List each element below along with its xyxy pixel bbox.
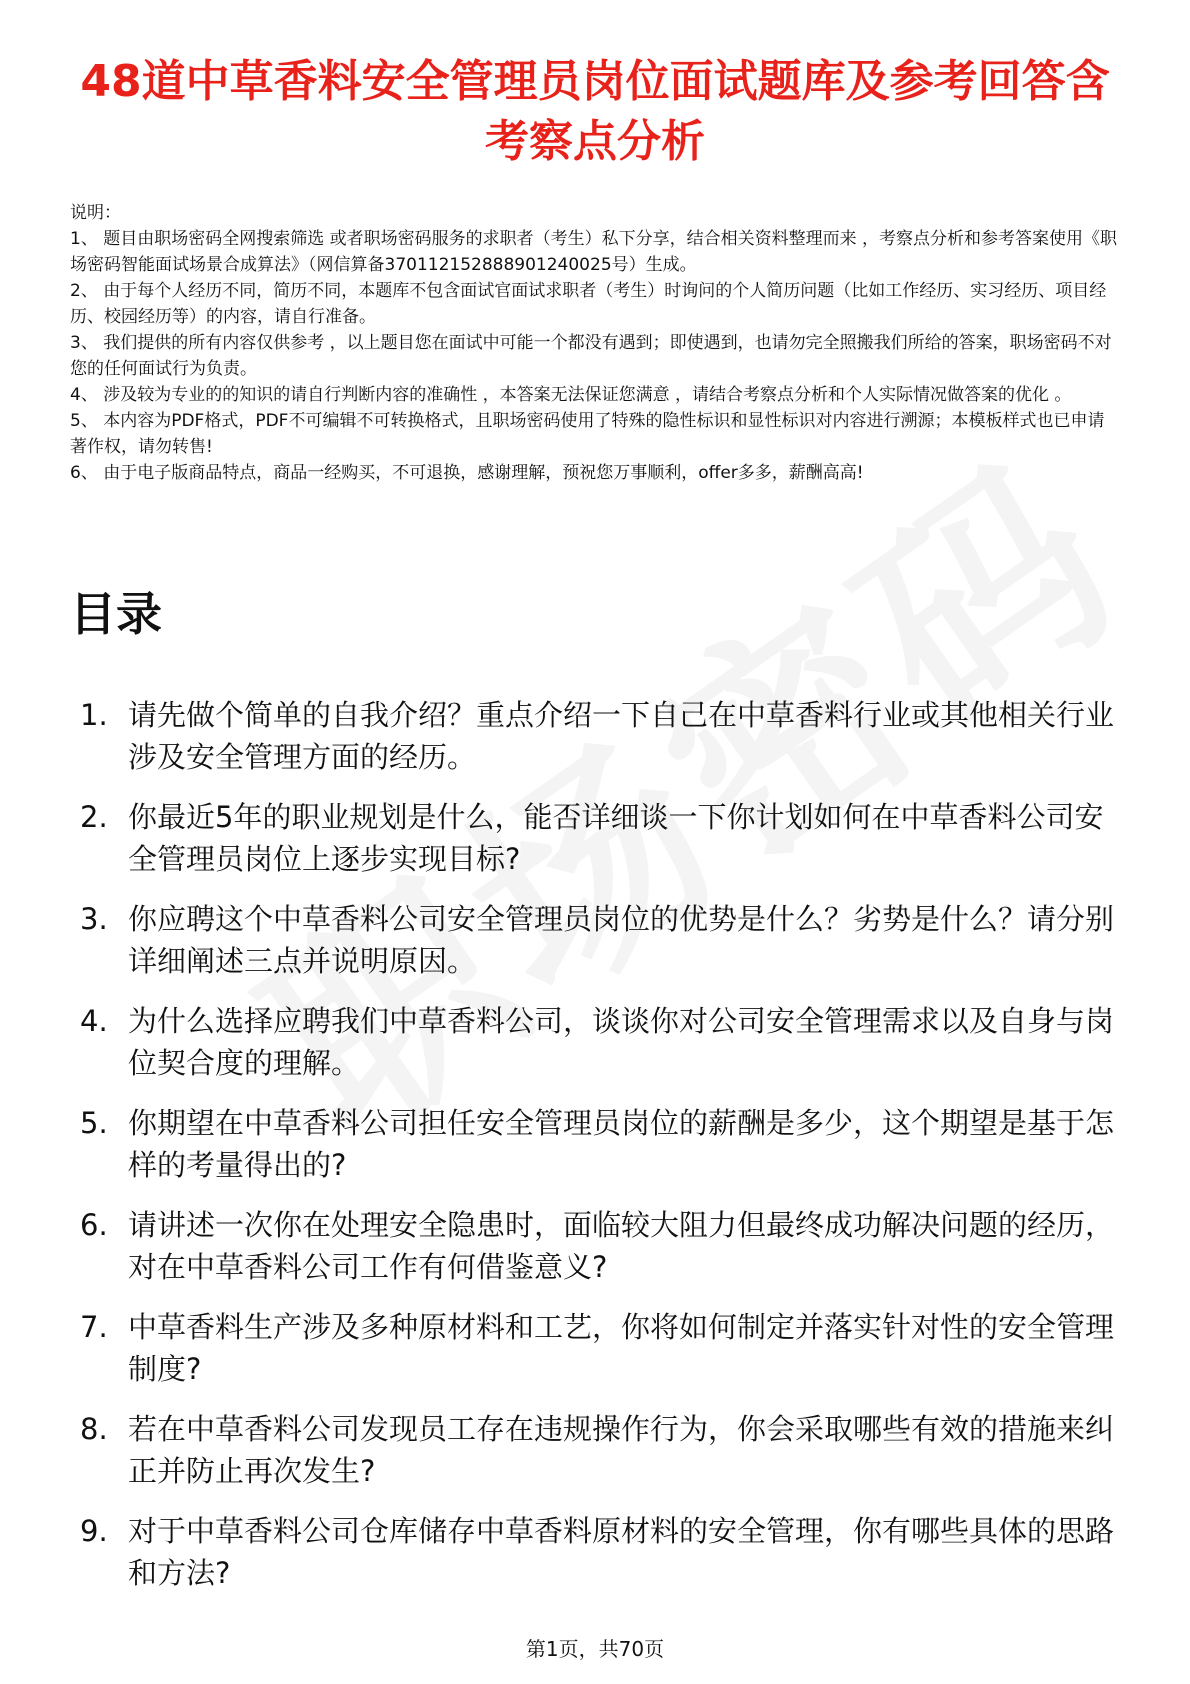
toc-item[interactable] — [80, 1102, 1130, 1186]
toc-item-number: 2. — [80, 800, 108, 834]
toc-item-number: 8. — [80, 1412, 108, 1446]
note-item: 1、 题目由职场密码全网搜索筛选 或者职场密码服务的求职者（考生）私下分享，结合相关资料整理而来 ，考察点分析和参考答案使用《职场密码智能面试场景合成算法》（网信算备370112152888901240025号）生成。 — [70, 229, 1118, 275]
toc-item-number: 6. — [80, 1208, 108, 1242]
toc-item-text: 若在中草香料公司发现员工存在违规操作行为，你会采取哪些有效的措施来纠正并防止再次发生? — [128, 1412, 1115, 1488]
note-item: 5、 本内容为PDF格式，PDF不可编辑不可转换格式，且职场密码使用了特殊的隐性标识和显性标识对内容进行溯源；本模板样式也已申请著作权，请勿转售! — [70, 411, 1105, 457]
note-item: 3、 我们提供的所有内容仅供参考 ，以上题目您在面试中可能一个都没有遇到；即使遇到，也请勿完全照搬我们所给的答案，职场密码不对您的任何面试行为负责。 — [70, 333, 1112, 379]
toc-item-text: 请先做个简单的自我介绍？重点介绍一下自己在中草香料行业或其他相关行业涉及安全管理方面的经历。 — [128, 698, 1115, 774]
toc-list — [80, 694, 1130, 1612]
page-footer: 第1页，共70页 — [525, 1637, 665, 1661]
toc-item-text: 为什么选择应聘我们中草香料公司，谈谈你对公司安全管理需求以及自身与岗位契合度的理解。 — [128, 1004, 1115, 1080]
toc-item-number: 3. — [80, 902, 108, 936]
toc-item[interactable] — [80, 898, 1130, 982]
page-title: 48道中草香料安全管理员岗位面试题库及参考回答含考察点分析 — [80, 56, 1110, 167]
toc-item-number: 7. — [80, 1310, 108, 1344]
toc-item[interactable] — [80, 796, 1130, 880]
toc-item-number: 1. — [80, 698, 108, 732]
toc-item[interactable] — [80, 1000, 1130, 1084]
note-item: 4、 涉及较为专业的的知识的请自行判断内容的准确性 ，本答案无法保证您满意 ，请结合考察点分析和个人实际情况做答案的优化 。 — [70, 385, 1072, 405]
notes-heading: 说明： — [70, 203, 121, 223]
toc-item[interactable] — [80, 1408, 1130, 1492]
toc-item-text: 你期望在中草香料公司担任安全管理员岗位的薪酬是多少，这个期望是基于怎样的考量得出的? — [128, 1106, 1115, 1182]
notes-section — [70, 200, 1120, 486]
note-item: 2、 由于每个人经历不同，简历不同，本题库不包含面试官面试求职者（考生）时询问的个人简历问题（比如工作经历、实习经历、项目经历、校园经历等）的内容，请自行准备。 — [70, 281, 1107, 327]
toc-item-text: 你应聘这个中草香料公司安全管理员岗位的优势是什么？劣势是什么？请分别详细阐述三点并说明原因。 — [128, 902, 1115, 978]
toc-item[interactable] — [80, 1510, 1130, 1594]
toc-item-text: 你最近5年的职业规划是什么，能否详细谈一下你计划如何在中草香料公司安全管理员岗位上逐步实现目标? — [128, 800, 1104, 876]
toc-heading: 目录 — [70, 587, 162, 641]
toc-item-number: 4. — [80, 1004, 108, 1038]
toc-item-text: 对于中草香料公司仓库储存中草香料原材料的安全管理，你有哪些具体的思路和方法? — [128, 1514, 1115, 1590]
toc-item[interactable] — [80, 1306, 1130, 1390]
note-item: 6、 由于电子版商品特点，商品一经购买，不可退换，感谢理解，预祝您万事顺利，offer多多，薪酬高高! — [70, 463, 864, 483]
toc-item-text: 中草香料生产涉及多种原材料和工艺，你将如何制定并落实针对性的安全管理制度? — [128, 1310, 1115, 1386]
toc-item[interactable] — [80, 1204, 1130, 1288]
toc-item-number: 5. — [80, 1106, 108, 1140]
toc-item-number: 9. — [80, 1514, 108, 1548]
toc-item-text: 请讲述一次你在处理安全隐患时，面临较大阻力但最终成功解决问题的经历，对在中草香料公司工作有何借鉴意义? — [128, 1208, 1115, 1284]
toc-item[interactable] — [80, 694, 1130, 778]
